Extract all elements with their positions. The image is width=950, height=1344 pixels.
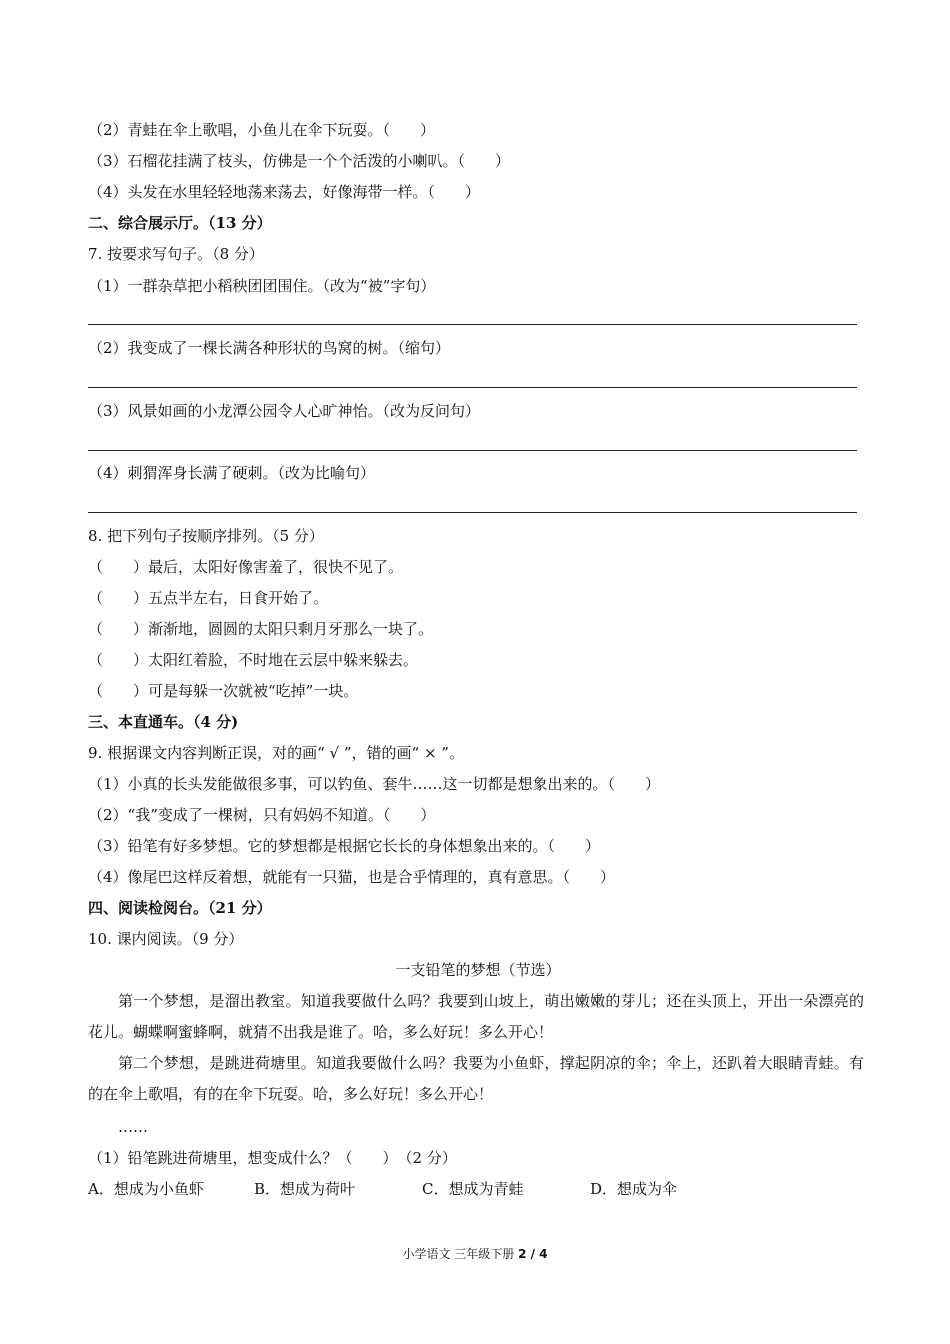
section-4-title: 四、阅读检阅台。（21 分） xyxy=(88,899,272,917)
q8-item-1: （ ）最后，太阳好像害羞了，很快不见了。 xyxy=(88,558,404,576)
page-footer xyxy=(0,1246,950,1262)
option-c[interactable]: C．想成为青蛙 xyxy=(422,1180,524,1198)
section-2-title: 二、综合展示厅。（13 分） xyxy=(88,214,272,232)
q9-item-3: （3）铅笔有好多梦想。它的梦想都是根据它长长的身体想象出来的。（ ） xyxy=(88,837,601,855)
q9-item-1: （1）小真的长头发能做很多事，可以钓鱼、套牛……这一切都是想象出来的。（ ） xyxy=(88,775,661,793)
q8-item-5: （ ）可是每躲一次就被“吃掉”一块。 xyxy=(88,682,359,700)
q7-item-1: （1）一群杂草把小稻秧团团围住。（改为“被”字句） xyxy=(88,277,436,295)
q8-title: 8. 把下列句子按顺序排列。（5 分） xyxy=(88,527,324,545)
passage-paragraph-2: 第二个梦想，是跳进荷塘里。知道我要做什么吗？我要为小鱼虾，撑起阴凉的伞；伞上，还趴着大眼睛青蛙。有的在伞上歌唱，有的在伞下玩耍。哈，多么好玩！多么开心！ xyxy=(88,1054,864,1103)
q9-item-2: （2）“我”变成了一棵树，只有妈妈不知道。（ ） xyxy=(88,806,436,824)
q8-item-4: （ ）太阳红着脸，不时地在云层中躲来躲去。 xyxy=(88,651,419,669)
answer-line-2[interactable] xyxy=(88,387,857,388)
page-number: 2 / 4 xyxy=(518,1247,548,1261)
q10-sub-1: （1）铅笔跳进荷塘里，想变成什么？（ ） （2 分） xyxy=(88,1149,457,1167)
q7-item-3: （3）风景如画的小龙潭公园令人心旷神怡。（改为反问句） xyxy=(88,402,481,420)
q9-title: 9. 根据课文内容判断正误，对的画“ √ ”，错的画“ × ”。 xyxy=(88,744,464,762)
option-a[interactable]: A．想成为小鱼虾 xyxy=(88,1180,204,1198)
q7-item-2: （2）我变成了一棵长满各种形状的鸟窝的树。（缩句） xyxy=(88,339,451,357)
q10-title: 10. 课内阅读。（9 分） xyxy=(88,930,244,948)
q8-item-2: （ ）五点半左右，日食开始了。 xyxy=(88,589,329,607)
q8-item-3: （ ）渐渐地，圆圆的太阳只剩月牙那么一块了。 xyxy=(88,620,434,638)
passage-paragraph-1: 第一个梦想，是溜出教室。知道我要做什么吗？我要到山坡上，萌出嫩嫩的芽儿；还在头顶上，开出一朵漂亮的花儿。蝴蝶啊蜜蜂啊，就猜不出我是谁了。哈，多么好玩！多么开心！ xyxy=(88,992,864,1041)
passage-title: 一支铅笔的梦想（节选） xyxy=(395,961,561,979)
option-d[interactable]: D．想成为伞 xyxy=(590,1180,678,1198)
footer-text: 小学语文 三年级下册 xyxy=(402,1247,519,1261)
option-b[interactable]: B．想成为荷叶 xyxy=(254,1180,356,1198)
judge-item-3: （3）石榴花挂满了枝头，仿佛是一个个活泼的小喇叭。（ ） xyxy=(88,152,511,170)
judge-item-4: （4）头发在水里轻轻地荡来荡去，好像海带一样。（ ） xyxy=(88,183,481,201)
judge-item-2: （2）青蛙在伞上歌唱，小鱼儿在伞下玩耍。（ ） xyxy=(88,121,436,139)
q7-title: 7. 按要求写句子。（8 分） xyxy=(88,245,264,263)
answer-line-4[interactable] xyxy=(88,512,857,513)
answer-line-1[interactable] xyxy=(88,324,857,325)
answer-line-3[interactable] xyxy=(88,450,857,451)
q9-item-4: （4）像尾巴这样反着想，就能有一只猫，也是合乎情理的，真有意思。（ ） xyxy=(88,868,616,886)
passage-ellipsis: …… xyxy=(118,1118,148,1136)
q7-item-4: （4）刺猬浑身长满了硬刺。（改为比喻句） xyxy=(88,464,376,482)
section-3-title: 三、本直通车。（4 分) xyxy=(88,713,239,731)
